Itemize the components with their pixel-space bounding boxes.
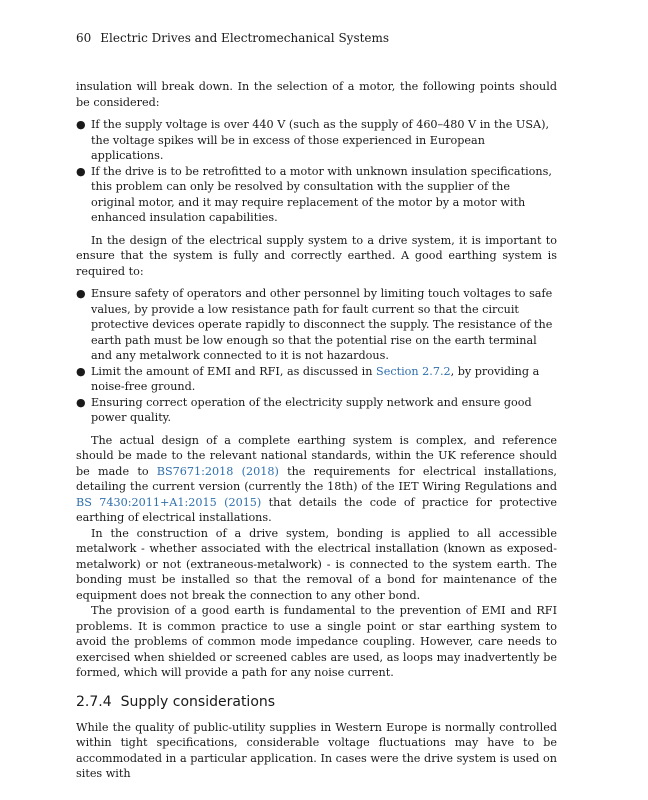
bullet-icon: ● — [76, 118, 86, 131]
paragraph-supply: While the quality of public-utility supplies in Western Europe is normally controlled within tight specifications, considerable voltage fluctuations may have to be accommodated in a particular application. In cases were the drive system is used on sites with — [76, 720, 557, 780]
bs7430-reference-link[interactable]: BS 7430:2011+A1:2015 (2015) — [76, 495, 262, 509]
section-title: Supply considerations — [120, 693, 276, 710]
section-heading — [76, 693, 557, 711]
paragraph-earthing-intro: In the design of the electrical supply system to a drive system, it is important to ensure that the system is fully and correctly earthed. A good earthing system is required to: — [76, 233, 557, 278]
bullet-icon: ● — [76, 164, 86, 178]
list-item: ● Ensuring correct operation of the electricity supply network and ensure good power quality. — [76, 395, 532, 424]
paragraph-standards: The actual design of a complete earthing system is complex, and reference should be made to the relevant national standards, within the UK reference should be made to BS7671:2018 (2018) the requirements for electrical installations, detailing the current version (currently the 18th) of the IET Wiring Regulations and BS 7430:2011+A1:2015 (2015) that details the code of practice for protective earthing of electrical installations. — [76, 433, 557, 524]
paragraph-bonding: In the construction of a drive system, bonding is applied to all accessible metalwork - whether associated with the electrical installation (known as exposed-metalwork) or not (extraneous-metalwork) - is connected to the system earth. The bonding must be installed so that the removal of a bond for maintenance of the equipment does not break the connection to any other bond. — [76, 526, 557, 602]
motor-selection-list — [76, 117, 557, 226]
list-item: ● If the drive is to be retrofitted to a motor with unknown insulation specifications, this problem can only be resolved by consultation with the supplier of the original motor, and it may require replacement of the motor by a motor with enhanced insulation capabilities. — [76, 164, 552, 224]
bullet-icon: ● — [76, 395, 86, 409]
running-header — [76, 31, 389, 45]
earthing-requirements-list — [76, 286, 557, 426]
page-number: 60 — [76, 31, 92, 45]
bs7671-reference-link[interactable]: BS7671:2018 (2018) — [156, 464, 279, 478]
list-item: ● If the supply voltage is over 440 V (such as the supply of 460–480 V in the USA), the voltage spikes will be in excess of those experienced in European applications. — [76, 118, 549, 162]
body-text — [76, 79, 557, 782]
paragraph-good-earth: The provision of a good earth is fundamental to the prevention of EMI and RFI problems. It is common practice to use a single point or star earthing system to avoid the problems of common mode impedance coupling. However, care needs to exercised when shielded or screened cables are used, as loops may inadvertently be formed, which will provide a path for any noise current. — [76, 604, 557, 679]
list-item: ● Limit the amount of EMI and RFI, as discussed in Section 2.7.2, by providing a noise-free ground. — [76, 364, 540, 393]
section-number: 2.7.4 — [76, 693, 112, 710]
bullet-icon: ● — [76, 287, 86, 300]
section-2-7-2-link[interactable]: Section 2.7.2 — [376, 364, 451, 378]
paragraph-insulation: insulation will break down. In the selection of a motor, the following points should be considered: — [76, 80, 557, 109]
running-title: Electric Drives and Electromechanical Systems — [100, 31, 390, 45]
list-item: ● Ensure safety of operators and other personnel by limiting touch voltages to safe values, by provide a low resistance path for fault current so that the circuit protective devices operate rapidly to disconnect the supply. The resistance of the earth path must be low enough so that the potential rise on the earth terminal and any metalwork connected to it is not hazardous. — [76, 287, 553, 362]
bullet-icon: ● — [76, 364, 86, 378]
